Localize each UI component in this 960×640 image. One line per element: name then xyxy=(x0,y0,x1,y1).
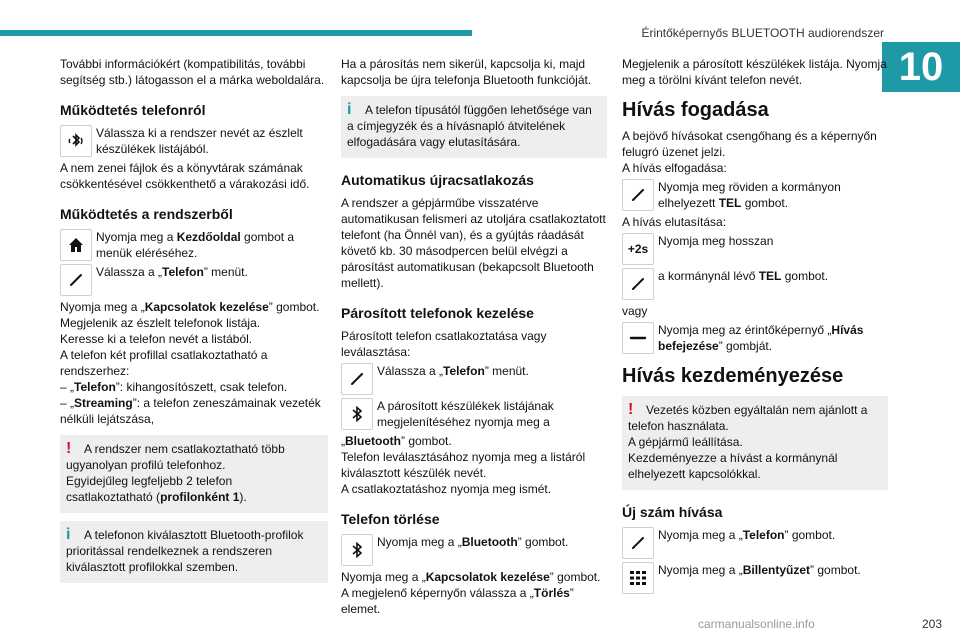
text: Nyomja meg a „ xyxy=(658,563,743,577)
step-tel-button xyxy=(622,268,888,300)
text-bold: Telefon xyxy=(443,364,485,378)
bluetooth-icon xyxy=(341,534,373,566)
paragraph: A hívás elfogadása: xyxy=(622,161,727,175)
bluetooth-sound-icon xyxy=(60,125,92,157)
column-3 xyxy=(622,56,888,597)
text: Kezdeményezze a hívást a kormánynál elhelyezett kapcsolókkal. xyxy=(628,451,838,481)
text-bold: Telefon xyxy=(742,528,785,542)
profile-item xyxy=(60,395,328,427)
chapter-number: 10 xyxy=(882,42,960,92)
header-accent-bar xyxy=(0,30,472,36)
text: – „ xyxy=(60,396,75,410)
text-bold: Kapcsolatok kezelése xyxy=(144,300,269,314)
heading-make-call: Hívás kezdeményezése xyxy=(622,365,844,387)
text: gombot a menük eléréséhez. xyxy=(96,230,295,260)
text: ” gombot. xyxy=(517,535,569,549)
heading-paired-phones: Párosított telefonok kezelése xyxy=(341,305,534,321)
text-bold: Törlés xyxy=(533,586,570,600)
phone-icon xyxy=(622,268,654,300)
paragraph: Keresse ki a telefon nevét a listából. xyxy=(60,332,253,346)
text-bold: Billentyűzet xyxy=(742,563,811,577)
text: ” gombját. xyxy=(718,339,773,353)
text-bold: TEL xyxy=(718,196,742,210)
phone-icon xyxy=(622,527,654,559)
text: A telefonon kiválasztott Bluetooth-profilok prioritással rendelkeznek a rendszeren kiválasztott profilokkal szemben. xyxy=(66,528,304,574)
column-1 xyxy=(60,56,328,591)
phone-icon xyxy=(60,264,92,296)
long-press-2s-icon: +2s xyxy=(622,233,654,265)
step-phone-button xyxy=(622,527,888,559)
text: „ xyxy=(341,434,345,448)
page-number: 203 xyxy=(921,617,942,631)
profile-item xyxy=(60,379,328,395)
paragraph: A hívás elutasítása: xyxy=(622,215,727,229)
text: Nyomja meg az érintőképernyő „ xyxy=(658,323,832,337)
text-bold: Hívás befejezése xyxy=(658,323,864,353)
text-bold: Telefon xyxy=(162,265,204,279)
text: ” gombot. xyxy=(549,570,601,584)
info-note xyxy=(60,521,328,583)
text-bold: TEL xyxy=(758,269,782,283)
header-title: Érintőképernyős BLUETOOTH audiorendszer xyxy=(641,26,884,40)
text: a kormánynál lévő xyxy=(658,269,759,283)
or-label: vagy xyxy=(622,304,648,318)
text: A megjelenő képernyőn válassza a „ xyxy=(341,586,534,600)
text: ). xyxy=(239,490,247,504)
text: Nyomja meg a xyxy=(96,230,177,244)
paragraph xyxy=(341,433,607,449)
text: Nyomja meg a „ xyxy=(377,535,462,549)
text: Vezetés közben egyáltalán nem ajánlott a telefon használata. xyxy=(628,403,868,433)
text: ” gombot. xyxy=(784,528,836,542)
step-text: Nyomja meg hosszan xyxy=(658,234,774,248)
text: Nyomja meg a „ xyxy=(60,300,145,314)
hang-up-icon xyxy=(622,322,654,354)
step-home xyxy=(60,229,328,261)
text: A rendszer nem csatlakoztatható több ugyanolyan profilú telefonhoz. xyxy=(66,442,285,472)
text: Nyomja meg a „ xyxy=(658,528,743,542)
text: gombot. xyxy=(781,269,829,283)
heading-receive-call: Hívás fogadása xyxy=(622,99,769,121)
paragraph: Telefon leválasztásához nyomja meg a listáról kiválasztott készülék nevét. xyxy=(341,450,586,480)
text: Nyomja meg a „ xyxy=(341,570,426,584)
step-accept xyxy=(622,179,888,211)
paragraph: A bejövő hívásokat csengőhang és a képernyőn felugró üzenet jelzi. xyxy=(622,129,877,159)
text-bold: Bluetooth xyxy=(461,535,518,549)
warning-note xyxy=(60,435,328,513)
text: ”: a telefon zeneszámainak vezeték nélküli lejátszása, xyxy=(60,396,321,426)
info-icon: i xyxy=(66,526,71,543)
heading-system-operation: Működtetés a rendszerből xyxy=(60,206,233,222)
info-icon: i xyxy=(347,101,352,118)
heading-phone-operation: Működtetés telefonról xyxy=(60,102,206,118)
text: ”: kihangosítószett, csak telefon. xyxy=(115,380,288,394)
keypad-icon xyxy=(622,562,654,594)
text: A gépjármű leállítása. xyxy=(628,435,743,449)
heading-new-number: Új szám hívása xyxy=(622,504,723,520)
step-long-press xyxy=(622,233,888,265)
paragraph: Megjelenik az észlelt telefonok listája. xyxy=(60,316,261,330)
phone-icon xyxy=(622,179,654,211)
text: A telefon típusától függően lehetősége van a címjegyzék és a hívásnapló átvitelének elfogadására vagy elutasítására. xyxy=(347,103,592,149)
paragraph xyxy=(341,585,607,617)
phone-icon xyxy=(341,363,373,395)
text: ” gombot. xyxy=(810,563,861,577)
intro-text: Ha a párosítás nem sikerül, kapcsolja ki, majd kapcsolja be újra telefonja Bluetooth funkcióját. xyxy=(341,57,592,87)
column-2 xyxy=(341,56,607,617)
text: ” gombot. xyxy=(268,300,320,314)
step-phone-bluetooth xyxy=(60,125,328,157)
step-keypad xyxy=(622,562,888,594)
phone-after-text: A nem zenei fájlok és a könyvtárak számának csökkentésével csökkenthető a várakozási idő. xyxy=(60,161,310,191)
text-bold: Streaming xyxy=(74,396,133,410)
warning-note xyxy=(622,396,888,490)
paragraph xyxy=(341,569,607,585)
text: Egyidejűleg legfeljebb 2 telefon csatlakoztatható ( xyxy=(66,474,233,504)
text: Nyomja meg röviden a kormányon elhelyezett xyxy=(658,180,841,210)
paragraph: Párosított telefon csatlakoztatása vagy leválasztása: xyxy=(341,329,547,359)
paragraph xyxy=(60,299,328,315)
step-bluetooth-list xyxy=(341,398,607,430)
text: gombot. xyxy=(741,196,789,210)
step-phone-menu xyxy=(60,264,328,296)
home-icon xyxy=(60,229,92,261)
text: ” menüt. xyxy=(203,265,248,279)
paragraph: A rendszer a gépjárműbe visszatérve automatikusan felismeri az utoljára csatlakoztatott telefont (ha Önnél van), és a gyújtás ráadását követő kb. 30 másodpercen belül elvégzi a párosítást automatikusan (bekapcsolt Bluetooth mellett). xyxy=(341,196,606,290)
step-text: A párosított készülékek listájának megjelenítéséhez nyomja meg a xyxy=(377,399,554,429)
text: ” elemet. xyxy=(341,586,574,616)
text-bold: Kezdőoldal xyxy=(176,230,241,244)
text: Válassza a „ xyxy=(377,364,444,378)
intro-text: További információkért (kompatibilitás, további segítség stb.) látogasson el a márka weboldalára. xyxy=(60,57,325,87)
text: ” menüt. xyxy=(484,364,529,378)
intro-text: Megjelenik a párosított készülékek listája. Nyomja meg a törölni kívánt telefon nevét. xyxy=(622,57,887,87)
step-bluetooth xyxy=(341,534,607,566)
heading-auto-reconnect: Automatikus újracsatlakozás xyxy=(341,172,534,188)
step-end-call xyxy=(622,322,888,354)
watermark: carmanualsonline.info xyxy=(698,617,815,631)
text: ” gombot. xyxy=(401,434,452,448)
text-bold: Bluetooth xyxy=(345,434,401,448)
paragraph: A csatlakoztatáshoz nyomja meg ismét. xyxy=(341,482,552,496)
text-bold: profilonként 1 xyxy=(160,490,240,504)
bluetooth-icon xyxy=(341,398,373,430)
warning-icon: ! xyxy=(628,401,634,418)
text-bold: Kapcsolatok kezelése xyxy=(425,570,550,584)
paragraph: A telefon két profillal csatlakoztatható a rendszerhez: xyxy=(60,348,268,378)
text: – „ xyxy=(60,380,75,394)
warning-icon: ! xyxy=(66,440,72,457)
text-bold: Telefon xyxy=(74,380,116,394)
step-phone-menu xyxy=(341,363,607,395)
info-note xyxy=(341,96,607,158)
text: Válassza a „ xyxy=(96,265,163,279)
heading-delete-phone: Telefon törlése xyxy=(341,511,440,527)
step-text: Válassza ki a rendszer nevét az észlelt készülékek listájából. xyxy=(96,126,303,156)
